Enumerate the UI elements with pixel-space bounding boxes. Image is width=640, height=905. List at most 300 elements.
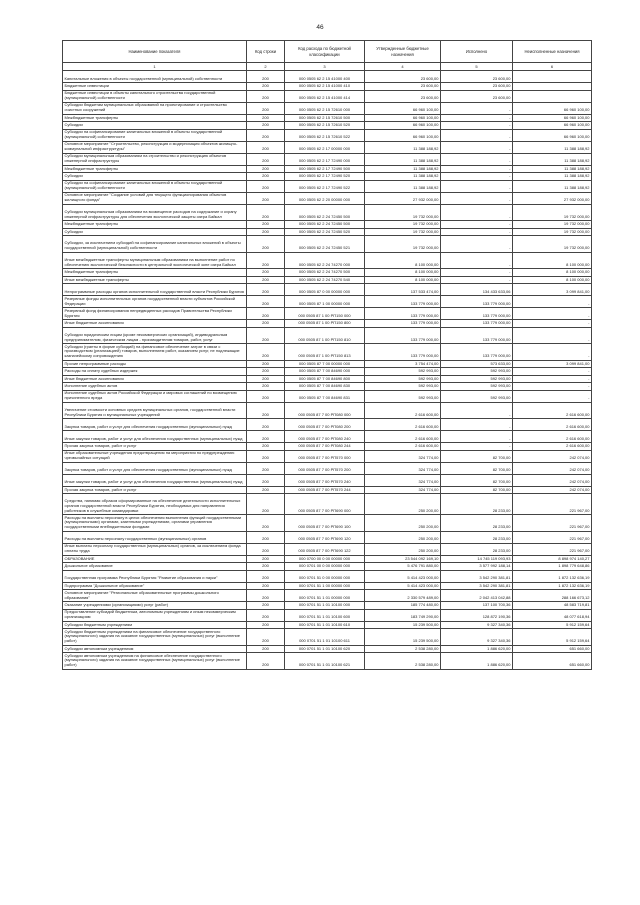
cell-executed: - (441, 276, 513, 284)
cell-executed: 3 577 992 188,14 (441, 563, 513, 571)
cell-name: Капитальные вложения в объекты государственной (муниципальной) собственности (63, 71, 247, 83)
cell-class-code: 000 0701 51 1 00 00000 000 (285, 582, 365, 590)
cell-class-code: 000 0505 62 2 24 72450 500 (285, 221, 365, 229)
cell-approved: 2 330 579 489,00 (365, 590, 441, 602)
cell-unexecuted: 221 967,00 (513, 531, 592, 543)
cell-class-code: 000 0505 87 7 00 РП080 244 (285, 443, 365, 451)
cell-executed: 23 600,00 (441, 71, 513, 83)
cell-unexecuted: - (513, 390, 592, 402)
header-name: Наименование показателя (63, 41, 247, 63)
cell-name: Межбюджетные трансферты (63, 165, 247, 173)
cell-class-code: 000 0505 87 7 00 РП080 000 (285, 402, 365, 419)
cell-line-code: 200 (247, 122, 285, 130)
cell-unexecuted: - (513, 383, 592, 391)
cell-approved: 250 200,00 (365, 531, 441, 543)
cell-name: Государственная программа Республики Бурятия "Развитие образования и науки" (63, 570, 247, 582)
table-row (63, 402, 592, 419)
cell-executed: - (441, 443, 513, 451)
cell-class-code: 000 0505 87 7 00 84690 831 (285, 390, 365, 402)
cell-class-code: 000 0505 62 2 15 41000 410 (285, 83, 365, 91)
cell-class-code: 000 0505 87 7 00 00000 000 (285, 360, 365, 368)
cell-executed: - (441, 129, 513, 141)
table-row (63, 320, 592, 328)
cell-unexecuted: 288 166 673,12 (513, 590, 592, 602)
cell-executed: 23 600,00 (441, 90, 513, 102)
cell-executed: 28 233,00 (441, 543, 513, 555)
cell-line-code: 200 (247, 228, 285, 236)
cell-unexecuted: 11 388 188,92 (513, 153, 592, 165)
cell-name: Субсидии (гранты в форме субсидий) на финансовое обеспечение затрат в связи с производством (реализацией) товаров, выполнением работ, оказанием услуг, не подлежащие казначейскому сопровождению (63, 344, 247, 361)
cell-class-code: 000 0505 87 1 00 РП150 813 (285, 344, 365, 361)
cell-class-code: 000 0505 62 2 17 72490 520 (285, 173, 365, 181)
cell-executed: - (441, 204, 513, 221)
cell-executed: 592 993,00 (441, 368, 513, 376)
cell-line-code: 200 (247, 462, 285, 474)
cell-name: Субсидии автономным учреждениям на финансовое обеспечение государственного (муниципального) задания на оказание государственных (муниципальных) услуг (выполнение работ) (63, 653, 247, 670)
cell-unexecuted: 11 388 188,92 (513, 180, 592, 192)
cell-unexecuted: 48 583 719,81 (513, 602, 592, 610)
cell-class-code: 000 0505 62 2 15 41000 400 (285, 71, 365, 83)
cell-approved: 183 749 290,00 (365, 609, 441, 621)
cell-unexecuted: 11 388 188,92 (513, 173, 592, 181)
cell-name: Субсидии (63, 228, 247, 236)
cell-unexecuted: 8 898 974 140,27 (513, 555, 592, 563)
table-row (63, 114, 592, 122)
cell-line-code: 200 (247, 368, 285, 376)
cell-name: Прочие непрограммные расходы (63, 360, 247, 368)
cell-approved: 19 732 000,00 (365, 204, 441, 221)
table-row (63, 153, 592, 165)
table-row (63, 180, 592, 192)
cell-name: Бюджетные инвестиции в объекты капитального строительства государственной (муниципальной) собственности (63, 90, 247, 102)
cell-class-code: 000 0505 87 7 00 РП080 200 (285, 419, 365, 431)
cell-approved: 2 616 600,00 (365, 419, 441, 431)
cell-name: Субсидии бюджетным учреждениям на финансовое обеспечение государственного (муниципального) задания на оказание государственных (муниципальных) услуг (выполнение работ) (63, 629, 247, 646)
cell-name: Основное мероприятие "Создание условий для текущего функционирования объектов жилищного фонда" (63, 192, 247, 204)
cell-executed: 9 327 340,36 (441, 621, 513, 629)
cell-name: Средства, нанимая образом сформированные на обеспечение деятельности исполнительных органов государственной власти Республики Бурятия, необходимых для направления работников в служебные командировки (63, 494, 247, 515)
table-row (63, 450, 592, 462)
cell-approved: 11 388 188,92 (365, 180, 441, 192)
cell-unexecuted: 242 074,00 (513, 474, 592, 486)
cell-line-code: 200 (247, 153, 285, 165)
header-unexecuted: Неисполненные назначения (513, 41, 592, 63)
page-number: 46 (316, 24, 324, 31)
cell-unexecuted: 242 074,00 (513, 450, 592, 462)
cell-name: Расходы на выплаты персоналу в целях обеспечения выполнения функций государственными (муниципальными) органами, казенными учреждениями, органами управления государственными внебюджетными фондами (63, 515, 247, 532)
cell-name: Иные закупки товаров, работ и услуг для обеспечения государственных (муниципальных) нужд (63, 431, 247, 443)
cell-line-code: 200 (247, 276, 285, 284)
cell-line-code: 200 (247, 555, 285, 563)
cell-line-code: 200 (247, 141, 285, 153)
cell-approved: 250 200,00 (365, 515, 441, 532)
cell-executed: 2 042 413 042,88 (441, 590, 513, 602)
cell-line-code: 200 (247, 83, 285, 91)
cell-class-code: 000 0505 62 2 15 72610 000 (285, 102, 365, 114)
cell-executed: 137 100 700,36 (441, 602, 513, 610)
cell-class-code: 000 0701 51 1 01 10100 620 (285, 645, 365, 653)
table-row (63, 129, 592, 141)
cell-approved: 133 779 000,00 (365, 296, 441, 308)
cell-line-code: 200 (247, 609, 285, 621)
cell-unexecuted: 242 074,00 (513, 462, 592, 474)
cell-approved: 3 754 474,00 (365, 360, 441, 368)
cell-executed: 133 779 000,00 (441, 308, 513, 320)
cell-executed: - (441, 431, 513, 443)
table-row (63, 368, 592, 376)
cell-unexecuted: 1 898 779 648,86 (513, 563, 592, 571)
table-row (63, 141, 592, 153)
cell-line-code: 200 (247, 383, 285, 391)
cell-name: ОБРАЗОВАНИЕ (63, 555, 247, 563)
cell-name: Прочая закупка товаров, работ и услуг (63, 486, 247, 494)
column-number: 2 (247, 63, 285, 71)
cell-line-code: 200 (247, 165, 285, 173)
cell-executed: 128 872 190,36 (441, 609, 513, 621)
cell-class-code: 000 0505 62 2 17 00000 000 (285, 141, 365, 153)
header-executed: Исполнено (441, 41, 513, 63)
cell-executed: - (441, 236, 513, 253)
cell-approved: 133 779 000,00 (365, 320, 441, 328)
cell-unexecuted: 242 074,00 (513, 486, 592, 494)
cell-executed: 82 700,00 (441, 462, 513, 474)
column-number-row (63, 63, 592, 71)
cell-class-code: 000 0505 87 7 00 РП690 122 (285, 543, 365, 555)
cell-name: Субсидии (63, 122, 247, 130)
table-row (63, 555, 592, 563)
cell-executed: - (441, 122, 513, 130)
cell-class-code: 000 0505 62 2 17 72490 000 (285, 153, 365, 165)
cell-name: Подпрограмма "Дошкольное образование" (63, 582, 247, 590)
cell-unexecuted: 19 732 000,00 (513, 221, 592, 229)
cell-unexecuted: 19 732 000,00 (513, 236, 592, 253)
cell-name: Иные межбюджетные трансферты (63, 276, 247, 284)
cell-executed: 28 233,00 (441, 531, 513, 543)
table-row (63, 221, 592, 229)
cell-executed: 3 542 290 381,81 (441, 570, 513, 582)
cell-unexecuted: 221 967,00 (513, 515, 592, 532)
cell-unexecuted (513, 90, 592, 102)
cell-class-code: 000 0505 62 2 17 72490 522 (285, 180, 365, 192)
cell-executed: 82 700,00 (441, 474, 513, 486)
cell-name: Исполнение судебных актов Российской Федерации и мировых соглашений по возмещению причиненного вреда (63, 390, 247, 402)
table-row (63, 102, 592, 114)
cell-approved: 8 100 000,00 (365, 269, 441, 277)
table-row (63, 443, 592, 451)
cell-approved: 15 239 500,00 (365, 621, 441, 629)
cell-line-code: 200 (247, 344, 285, 361)
cell-name: Субсидии бюджетным учреждениям (63, 621, 247, 629)
cell-executed: - (441, 153, 513, 165)
cell-line-code: 200 (247, 90, 285, 102)
cell-executed: - (441, 419, 513, 431)
cell-unexecuted: 66 960 100,00 (513, 122, 592, 130)
cell-executed: - (441, 114, 513, 122)
cell-approved: 592 993,00 (365, 375, 441, 383)
cell-name: Иные образовательные учреждения предотвращения на мероприятия по предупреждению чрезвычайных ситуаций (63, 450, 247, 462)
cell-class-code: 000 0505 62 2 24 74270 540 (285, 276, 365, 284)
cell-executed: 133 779 000,00 (441, 344, 513, 361)
cell-approved: 2 616 600,00 (365, 431, 441, 443)
cell-class-code: 000 0505 62 2 24 72450 521 (285, 236, 365, 253)
table-row (63, 602, 592, 610)
cell-name: Дошкольное образование (63, 563, 247, 571)
cell-unexecuted: 221 967,00 (513, 543, 592, 555)
cell-line-code: 200 (247, 129, 285, 141)
cell-line-code: 200 (247, 114, 285, 122)
cell-approved: 2 616 600,00 (365, 402, 441, 419)
cell-unexecuted: 3 099 841,00 (513, 284, 592, 296)
table-row (63, 494, 592, 515)
cell-unexecuted (513, 71, 592, 83)
cell-line-code: 200 (247, 308, 285, 320)
cell-executed: - (441, 102, 513, 114)
cell-unexecuted: 221 967,00 (513, 494, 592, 515)
cell-approved: 66 960 100,00 (365, 129, 441, 141)
cell-approved: 8 100 000,00 (365, 252, 441, 269)
cell-name: Субсидии юридическим лицам (кроме некоммерческих организаций), индивидуальным предпринимателям, физическим лицам - производителям товаров, работ, услуг (63, 327, 247, 344)
table-row (63, 621, 592, 629)
cell-name: Иные бюджетные ассигнования (63, 320, 247, 328)
cell-unexecuted: 5 912 159,64 (513, 621, 592, 629)
table-row (63, 204, 592, 221)
cell-name: Иные выплаты персоналу государственных (муниципальных) органов, за исключением фонда оплаты труда (63, 543, 247, 555)
cell-approved: 19 732 000,00 (365, 221, 441, 229)
cell-class-code: 000 0505 87 7 00 РП690 000 (285, 494, 365, 515)
cell-approved: 5 414 423 000,00 (365, 570, 441, 582)
cell-name: Оказание учреждениями (организациями) услуг (работ) (63, 602, 247, 610)
cell-approved: 324 774,00 (365, 450, 441, 462)
cell-line-code: 200 (247, 221, 285, 229)
cell-executed: 28 233,00 (441, 494, 513, 515)
cell-class-code: 000 0701 51 1 01 10100 611 (285, 629, 365, 646)
cell-executed: 23 600,00 (441, 83, 513, 91)
cell-name: Иные бюджетные ассигнования (63, 375, 247, 383)
cell-unexecuted: 651 660,00 (513, 653, 592, 670)
cell-line-code: 200 (247, 653, 285, 670)
cell-class-code: 000 0505 62 2 24 72450 500 (285, 204, 365, 221)
cell-name: Межбюджетные трансферты (63, 269, 247, 277)
table-row (63, 462, 592, 474)
cell-approved: 23 600,00 (365, 83, 441, 91)
cell-line-code: 200 (247, 629, 285, 646)
cell-approved: 133 779 000,00 (365, 327, 441, 344)
cell-unexecuted: 19 732 000,00 (513, 204, 592, 221)
cell-name: Закупка товаров, работ и услуг для обеспечения государственных (муниципальных) нужд (63, 462, 247, 474)
cell-name: Субсидии муниципальным образованиям на возмещение расходов на содержание и охрану инженерной инфраструктуры для обеспечения экологической защиты озера Байкал (63, 204, 247, 221)
table-row (63, 645, 592, 653)
cell-line-code: 200 (247, 570, 285, 582)
cell-executed: 133 779 000,00 (441, 327, 513, 344)
table-row (63, 590, 592, 602)
cell-class-code: 000 0505 87 7 00 РП570 240 (285, 474, 365, 486)
table-row (63, 236, 592, 253)
cell-approved: 2 538 280,00 (365, 645, 441, 653)
cell-class-code: 000 0505 62 2 17 72490 500 (285, 165, 365, 173)
cell-name: Предоставление субсидий бюджетным, автономным учреждениям и иным некоммерческим организациям (63, 609, 247, 621)
column-number: 6 (513, 63, 592, 71)
cell-class-code: 000 0505 87 1 00 00000 000 (285, 296, 365, 308)
cell-unexecuted: 66 960 100,00 (513, 129, 592, 141)
cell-name: Закупка товаров, работ и услуг для обеспечения государственных (муниципальных) нужд (63, 419, 247, 431)
cell-unexecuted: 2 616 600,00 (513, 443, 592, 451)
cell-class-code: 000 0505 87 7 00 РП690 100 (285, 515, 365, 532)
cell-executed: 133 779 000,00 (441, 296, 513, 308)
cell-class-code: 000 0505 87 7 00 РП690 120 (285, 531, 365, 543)
table-row (63, 515, 592, 532)
table-row (63, 629, 592, 646)
cell-approved: 15 239 500,00 (365, 629, 441, 646)
table-row (63, 531, 592, 543)
cell-executed: 133 779 000,00 (441, 320, 513, 328)
cell-unexecuted: 11 388 188,92 (513, 165, 592, 173)
cell-class-code: 000 0701 51 1 01 00000 000 (285, 590, 365, 602)
cell-class-code: 000 0505 87 7 00 РП080 240 (285, 431, 365, 443)
cell-approved: 2 538 280,00 (365, 653, 441, 670)
table-row (63, 383, 592, 391)
table-row (63, 582, 592, 590)
table-row (63, 344, 592, 361)
cell-class-code: 000 0505 62 2 15 72610 520 (285, 122, 365, 130)
cell-class-code: 000 0701 51 1 01 10100 600 (285, 609, 365, 621)
cell-approved: 5 414 423 000,00 (365, 582, 441, 590)
cell-approved: 324 774,00 (365, 462, 441, 474)
header-line-code: Код строки (247, 41, 285, 63)
cell-line-code: 200 (247, 284, 285, 296)
table-row (63, 228, 592, 236)
cell-approved: 250 200,00 (365, 494, 441, 515)
table-row (63, 390, 592, 402)
cell-executed: 82 700,00 (441, 486, 513, 494)
cell-line-code: 200 (247, 402, 285, 419)
cell-line-code: 200 (247, 375, 285, 383)
cell-name: Непрограммные расходы органов исполнительной государственной власти Республики Бурятия (63, 284, 247, 296)
cell-executed: - (441, 192, 513, 204)
cell-executed: - (441, 252, 513, 269)
cell-name: Межбюджетные трансферты (63, 221, 247, 229)
cell-unexecuted: - (513, 375, 592, 383)
cell-approved: 185 774 480,00 (365, 602, 441, 610)
cell-line-code: 200 (247, 582, 285, 590)
cell-class-code: 000 0505 87 7 00 84690 000 (285, 368, 365, 376)
cell-unexecuted: 5 912 159,64 (513, 629, 592, 646)
cell-line-code: 200 (247, 563, 285, 571)
column-number: 4 (365, 63, 441, 71)
cell-unexecuted: 2 616 600,00 (513, 402, 592, 419)
cell-line-code: 200 (247, 204, 285, 221)
table-body (63, 63, 592, 670)
cell-executed: 9 327 340,36 (441, 629, 513, 646)
cell-approved: 592 993,00 (365, 383, 441, 391)
column-number: 5 (441, 63, 513, 71)
table-row (63, 653, 592, 670)
cell-line-code: 200 (247, 494, 285, 515)
cell-approved: 23 600,00 (365, 71, 441, 83)
cell-unexecuted: 19 732 000,00 (513, 228, 592, 236)
cell-class-code: 000 0700 00 0 00 00000 000 (285, 555, 365, 563)
cell-line-code: 200 (247, 543, 285, 555)
cell-approved: 66 960 100,00 (365, 102, 441, 114)
cell-unexecuted: - (513, 308, 592, 320)
cell-class-code: 000 0505 87 7 00 РП570 244 (285, 486, 365, 494)
cell-line-code: 200 (247, 236, 285, 253)
cell-executed: - (441, 165, 513, 173)
table-row (63, 173, 592, 181)
cell-approved: 250 200,00 (365, 543, 441, 555)
cell-line-code: 200 (247, 443, 285, 451)
cell-approved: 137 533 474,00 (365, 284, 441, 296)
cell-name: Субсидии, за исключением субсидий на софинансирование капитальных вложений в объекты государственной (муниципальной) собственности (63, 236, 247, 253)
cell-approved: 19 732 000,00 (365, 236, 441, 253)
cell-unexecuted: 8 100 000,00 (513, 276, 592, 284)
cell-unexecuted: - (513, 320, 592, 328)
cell-executed: 134 433 633,06 (441, 284, 513, 296)
cell-line-code: 200 (247, 602, 285, 610)
cell-class-code: 000 0701 51 0 00 00000 000 (285, 570, 365, 582)
cell-class-code: 000 0505 62 2 15 72610 522 (285, 129, 365, 141)
table-row (63, 431, 592, 443)
table-row (63, 269, 592, 277)
cell-class-code: 000 0505 62 2 15 41000 414 (285, 90, 365, 102)
cell-line-code: 200 (247, 621, 285, 629)
cell-executed: - (441, 221, 513, 229)
cell-name: Субсидии муниципальным образованиям на строительство и реконструкцию объектов инженерной инфраструктуры (63, 153, 247, 165)
cell-executed: 28 233,00 (441, 515, 513, 532)
cell-name: Бюджетные инвестиции (63, 83, 247, 91)
cell-executed: - (441, 173, 513, 181)
table-row (63, 284, 592, 296)
cell-unexecuted: - (513, 368, 592, 376)
cell-name: Исполнение судебных актов (63, 383, 247, 391)
cell-approved: 19 732 000,00 (365, 228, 441, 236)
cell-line-code: 200 (247, 102, 285, 114)
table-row (63, 360, 592, 368)
cell-unexecuted: 11 388 188,92 (513, 141, 592, 153)
table-row (63, 192, 592, 204)
cell-line-code: 200 (247, 180, 285, 192)
cell-class-code: 000 0505 87 1 00 РП150 000 (285, 308, 365, 320)
cell-class-code: 000 0505 62 2 24 74270 000 (285, 252, 365, 269)
table-row (63, 474, 592, 486)
cell-approved: 592 993,00 (365, 390, 441, 402)
cell-name: Основное мероприятие "Региональные образовательные программы дошкольного образования" (63, 590, 247, 602)
cell-name: Увеличение стоимости основных средств муниципальных органов, государственной власти Республики Бурятия и муниципальных учреждений (63, 402, 247, 419)
cell-unexecuted: 3 099 841,00 (513, 360, 592, 368)
cell-name: Иные межбюджетные трансферты муниципальным образованиям на выполнение работ по обеспечению экологической безопасности в центральной экологической зоне озера Байкал (63, 252, 247, 269)
cell-name: Субсидии на софинансирование капитальных вложений в объекты государственной (муниципальной) собственности (63, 180, 247, 192)
cell-executed: 1 886 620,00 (441, 645, 513, 653)
cell-approved: 324 774,00 (365, 474, 441, 486)
cell-class-code: 000 0701 51 1 01 10100 610 (285, 621, 365, 629)
cell-class-code: 000 0701 00 0 00 00000 000 (285, 563, 365, 571)
cell-approved: 11 388 188,92 (365, 173, 441, 181)
cell-line-code: 200 (247, 296, 285, 308)
table-row (63, 543, 592, 555)
cell-executed: 82 700,00 (441, 450, 513, 462)
budget-execution-table (62, 40, 592, 670)
cell-class-code: 000 0505 62 2 24 74270 500 (285, 269, 365, 277)
table-row (63, 122, 592, 130)
table-row (63, 276, 592, 284)
cell-name: Расходы на выплаты персоналу государственных (муниципальных) органов (63, 531, 247, 543)
table-row (63, 71, 592, 83)
column-number: 3 (285, 63, 365, 71)
cell-approved: 5 476 791 880,00 (365, 563, 441, 571)
cell-line-code: 200 (247, 531, 285, 543)
cell-approved: 66 960 100,00 (365, 122, 441, 130)
cell-unexecuted: 8 100 000,00 (513, 269, 592, 277)
cell-executed: 592 993,00 (441, 390, 513, 402)
